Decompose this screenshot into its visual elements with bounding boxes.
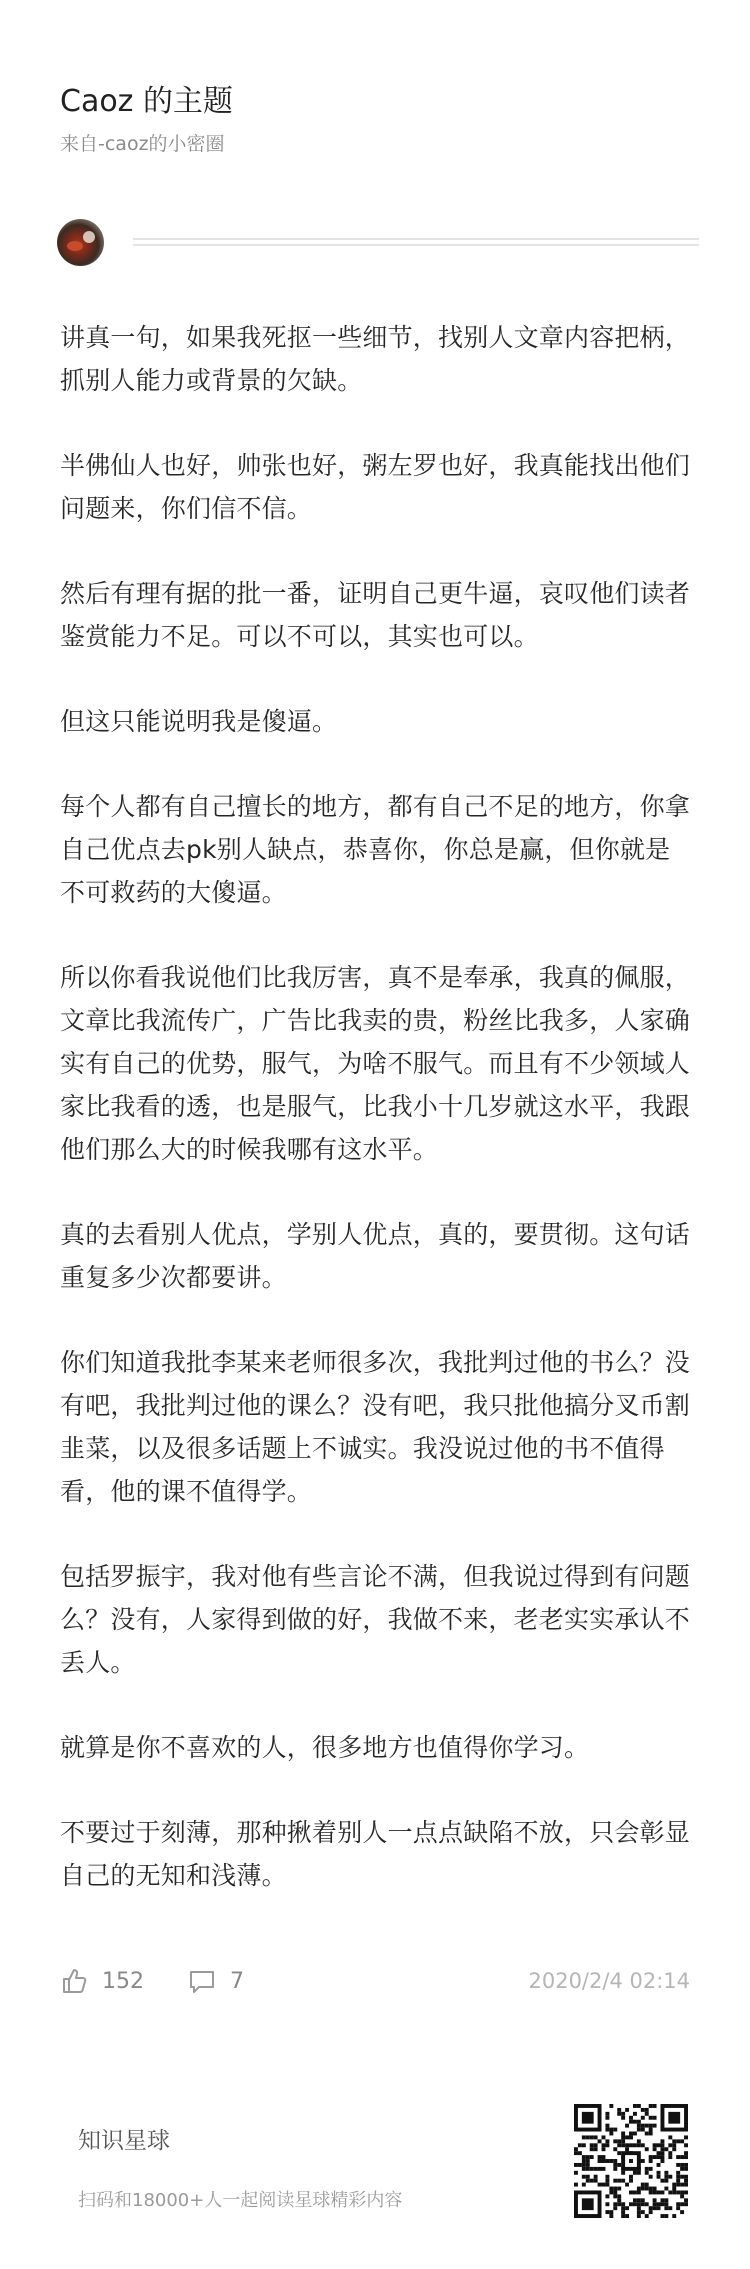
author-row <box>57 219 697 269</box>
like-count: 152 <box>102 1968 144 1994</box>
post-stats <box>60 1961 690 2001</box>
like-button[interactable] <box>60 1961 144 2001</box>
post-paragraph: 不要过于刻薄，那种揪着别人一点点缺陷不放，只会彰显自己的无知和浅薄。 <box>60 1818 691 1890</box>
header <box>60 82 233 156</box>
brand-name: 知识星球 <box>78 2128 170 2154</box>
qr-code[interactable] <box>574 2104 688 2218</box>
post-body <box>60 316 690 1939</box>
comment-count: 7 <box>230 1968 244 1994</box>
divider-line <box>133 244 699 246</box>
post-paragraph: 但这只能说明我是傻逼。 <box>60 707 338 736</box>
post-paragraph: 就算是你不喜欢的人，很多地方也值得你学习。 <box>60 1733 590 1762</box>
group-source[interactable]: 来自-caoz的小密圈 <box>60 133 225 155</box>
post-paragraph: 半佛仙人也好，帅张也好，粥左罗也好，我真能找出他们问题来，你们信不信。 <box>60 451 691 523</box>
avatar[interactable] <box>57 219 104 266</box>
post-date: 2020/2/4 02:14 <box>528 1969 690 1993</box>
footer-cta: 扫码和18000+人一起阅读星球精彩内容 <box>78 2190 403 2211</box>
avatar-detail <box>67 241 83 251</box>
page-title: Caoz 的主题 <box>60 84 233 119</box>
post-paragraph: 真的去看别人优点，学别人优点，真的，要贯彻。这句话重复多少次都要讲。 <box>60 1220 691 1292</box>
comment-icon <box>188 1967 216 1995</box>
post-paragraph: 讲真一句，如果我死抠一些细节，找别人文章内容把柄，抓别人能力或背景的欠缺。 <box>60 323 691 395</box>
divider <box>133 238 699 250</box>
comment-button[interactable] <box>188 1961 244 2001</box>
divider-line <box>133 238 699 240</box>
post-paragraph: 你们知道我批李某来老师很多次，我批判过他的书么？没有吧，我批判过他的课么？没有吧，我只批他搞分叉币割韭菜，以及很多话题上不诚实。我没说过他的书不值得看，他的课不值得学。 <box>60 1348 691 1506</box>
thumbs-up-icon <box>60 1967 88 1995</box>
avatar-detail <box>83 231 95 243</box>
post-paragraph: 包括罗振宇，我对他有些言论不满，但我说过得到有问题么？没有，人家得到做的好，我做不来，老老实实承认不丢人。 <box>60 1562 691 1677</box>
post-paragraph: 然后有理有据的批一番，证明自己更牛逼，哀叹他们读者鉴赏能力不足。可以不可以，其实也可以。 <box>60 579 691 651</box>
post-paragraph: 每个人都有自己擅长的地方，都有自己不足的地方，你拿自己优点去pk别人缺点，恭喜你，你总是赢，但你就是不可救药的大傻逼。 <box>60 792 691 907</box>
footer <box>0 2090 750 2269</box>
post-paragraph: 所以你看我说他们比我厉害，真不是奉承，我真的佩服，文章比我流传广，广告比我卖的贵，粉丝比我多，人家确实有自己的优势，服气，为啥不服气。而且有不少领域人家比我看的透，也是服气，比我小十几岁就这水平，我跟他们那么大的时候我哪有这水平。 <box>60 963 691 1164</box>
